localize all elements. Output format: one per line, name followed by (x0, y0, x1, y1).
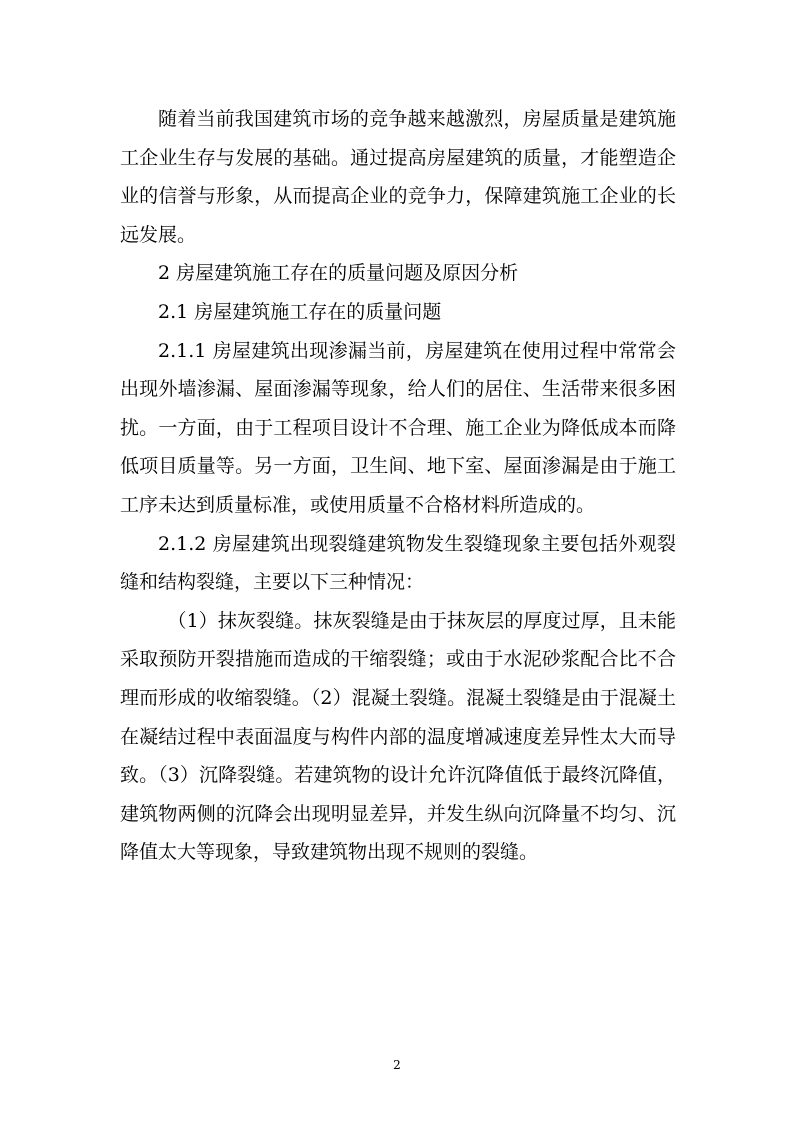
cracks-paragraph: 2.1.2 房屋建筑出现裂缝建筑物发生裂缝现象主要包括外观裂缝和结构裂缝，主要以下三种情况： (120, 532, 676, 594)
page-number: 2 (393, 1058, 401, 1072)
crack-types-paragraph: （1）抹灰裂缝。抹灰裂缝是由于抹灰层的厚度过厚，且未能采取预防开裂措施而造成的干缩裂缝；或由于水泥砂浆配合比不合理而形成的收缩裂缝。（2）混凝土裂缝。混凝土裂缝是由于混凝土在凝结过程中表面温度与构件内部的温度增减速度差异性太大而导致。（3）沉降裂缝。若建筑物的设计允许沉降值低于最终沉降值，建筑物两侧的沉降会出现明显差异，并发生纵向沉降量不均匀、沉降值太大等现象，导致建筑物出现不规则的裂缝。 (120, 609, 676, 864)
section-heading: 2 房屋建筑施工存在的质量问题及原因分析 (158, 262, 519, 285)
leakage-paragraph: 2.1.1 房屋建筑出现渗漏当前，房屋建筑在使用过程中常常会出现外墙渗漏、屋面渗漏等现象，给人们的居住、生活带来很多困扰。一方面，由于工程项目设计不合理、施工企业为降低成本而降低项目质量等。另一方面，卫生间、地下室、屋面渗漏是由于施工工序未达到质量标准，或使用质量不合格材料所造成的。 (120, 339, 676, 516)
body-text (120, 100, 676, 872)
subsection-heading: 2.1 房屋建筑施工存在的质量问题 (158, 300, 442, 323)
intro-paragraph: 随着当前我国建筑市场的竞争越来越激烈，房屋质量是建筑施工企业生存与发展的基础。通过提高房屋建筑的质量，才能塑造企业的信誉与形象，从而提高企业的竞争力，保障建筑施工企业的长远发展。 (120, 108, 676, 246)
